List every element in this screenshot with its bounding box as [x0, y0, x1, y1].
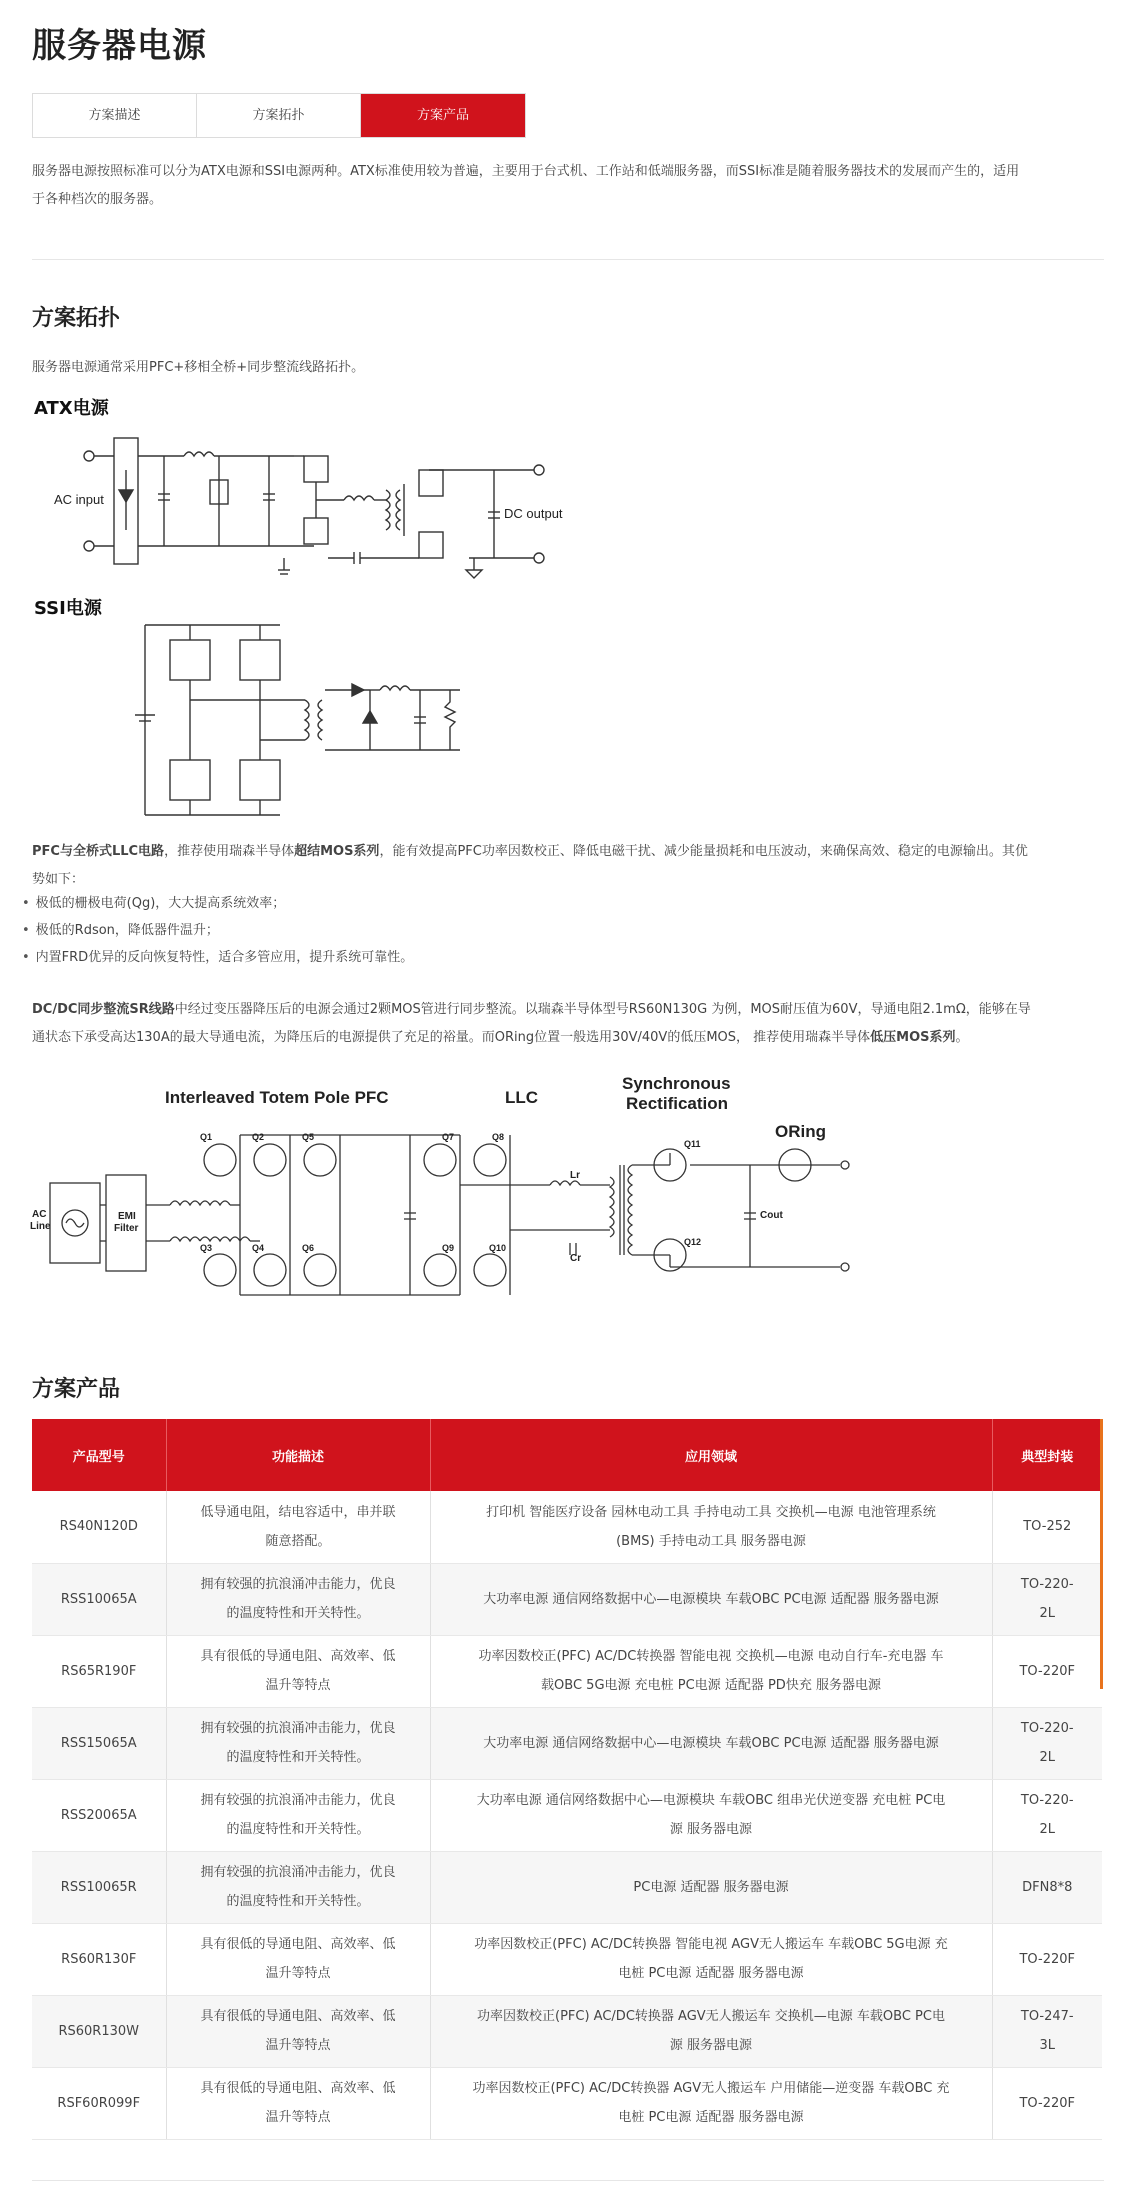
page-title: 服务器电源: [32, 26, 207, 66]
table-row: [32, 1707, 1102, 1779]
product-package: TO-220- 2L: [992, 1563, 1102, 1635]
advantage-list: [22, 890, 413, 971]
product-model: RS65R190F: [32, 1635, 166, 1707]
product-package: TO-220- 2L: [992, 1779, 1102, 1851]
tab-topology[interactable]: 方案拓扑: [197, 94, 361, 137]
products-heading: 方案产品: [32, 1377, 121, 1402]
table-row: [32, 1563, 1102, 1635]
table-row: [32, 2067, 1102, 2139]
pfc-llc-circuit-diagram: [30, 1065, 890, 1305]
label-ac-2: Line: [30, 1221, 51, 1232]
svg-text:Q1: Q1: [200, 1132, 213, 1142]
atx-dc-label: DC output: [504, 506, 563, 521]
intro-line-1: 服务器电源按照标准可以分为ATX电源和SSI电源两种。ATX标准使用较为普遍，主要用于台式机、工作站和低端服务器，而SSI标准是随着服务器技术的发展而产生的，适用: [32, 164, 1020, 179]
svg-text:Q5: Q5: [302, 1132, 315, 1142]
topology-lead: 服务器电源通常采用PFC+移相全桥+同步整流线路拓扑。: [32, 360, 365, 375]
tab-description[interactable]: 方案描述: [33, 94, 197, 137]
atx-ac-label: AC input: [54, 492, 104, 507]
dcdc-line-2: 通状态下承受高达130A的最大导通电流，为降压后的电源提供了充足的裕量。而ORing位置一般选用30V/40V的低压MOS， 推荐使用瑞森半导体: [32, 1030, 871, 1045]
table-row: [32, 1923, 1102, 1995]
svg-text:Q12: Q12: [684, 1237, 702, 1247]
product-package: TO-247- 3L: [992, 1995, 1102, 2067]
product-description: 具有很低的导通电阻、高效率、低 温升等特点: [166, 1995, 430, 2067]
product-description: 具有很低的导通电阻、高效率、低 温升等特点: [166, 1923, 430, 1995]
label-emi-2: Filter: [114, 1223, 139, 1234]
svg-text:Q2: Q2: [252, 1132, 265, 1142]
svg-text:Q8: Q8: [492, 1132, 505, 1142]
table-row: [32, 1779, 1102, 1851]
svg-text:Q3: Q3: [200, 1243, 213, 1253]
pfc-paragraph: [32, 838, 1104, 894]
label-pfc: Interleaved Totem Pole PFC: [165, 1088, 389, 1107]
divider: [32, 259, 1104, 260]
dcdc-bold-2: 低压MOS系列: [870, 1030, 956, 1045]
product-application: 大功率电源 通信网络数据中心—电源模块 车载OBC PC电源 适配器 服务器电源: [430, 1563, 992, 1635]
table-row: [32, 1635, 1102, 1707]
column-header: 产品型号: [32, 1419, 166, 1491]
label-cout: Cout: [760, 1210, 783, 1221]
product-description: 拥有较强的抗浪涌冲击能力，优良 的温度特性和开关特性。: [166, 1779, 430, 1851]
dcdc-bold-1: DC/DC同步整流SR线路: [32, 1002, 175, 1017]
tab-bar: [32, 93, 526, 138]
product-package: TO-252: [992, 1491, 1102, 1563]
product-package: DFN8*8: [992, 1851, 1102, 1923]
product-application: PC电源 适配器 服务器电源: [430, 1851, 992, 1923]
column-header: 应用领域: [430, 1419, 992, 1491]
product-model: RSS10065R: [32, 1851, 166, 1923]
column-header: 典型封装: [992, 1419, 1102, 1491]
table-row: [32, 1995, 1102, 2067]
product-model: RSS10065A: [32, 1563, 166, 1635]
pfc-bold-2: 超结MOS系列: [294, 844, 380, 859]
product-application: 大功率电源 通信网络数据中心—电源模块 车载OBC PC电源 适配器 服务器电源: [430, 1707, 992, 1779]
product-application: 大功率电源 通信网络数据中心—电源模块 车载OBC 组串光伏逆变器 充电桩 PC电 源 服务器电源: [430, 1779, 992, 1851]
atx-circuit-diagram: [34, 420, 594, 580]
table-row: [32, 1851, 1102, 1923]
product-description: 具有很低的导通电阻、高效率、低 温升等特点: [166, 2067, 430, 2139]
label-emi-1: EMI: [118, 1211, 136, 1222]
product-package: TO-220F: [992, 2067, 1102, 2139]
scroll-indicator: [1100, 1419, 1103, 1689]
product-model: RSS15065A: [32, 1707, 166, 1779]
product-model: RS40N120D: [32, 1491, 166, 1563]
product-description: 拥有较强的抗浪涌冲击能力，优良 的温度特性和开关特性。: [166, 1851, 430, 1923]
products-table: [32, 1419, 1102, 2140]
product-package: TO-220F: [992, 1923, 1102, 1995]
atx-title: ATX电源: [34, 398, 109, 419]
product-model: RS60R130F: [32, 1923, 166, 1995]
list-item: • 极低的栅极电荷(Qg)，大大提高系统效率；: [22, 890, 413, 917]
list-item: • 极低的Rdson，降低器件温升；: [22, 917, 413, 944]
label-sync-1: Synchronous: [622, 1074, 731, 1093]
product-description: 拥有较强的抗浪涌冲击能力，优良 的温度特性和开关特性。: [166, 1563, 430, 1635]
product-model: RSF60R099F: [32, 2067, 166, 2139]
label-ac-1: AC: [32, 1209, 47, 1220]
product-description: 拥有较强的抗浪涌冲击能力，优良 的温度特性和开关特性。: [166, 1707, 430, 1779]
dcdc-line-1: 中经过变压器降压后的电源会通过2颗MOS管进行同步整流。以瑞森半导体型号RS60N130G 为例，MOS耐压值为60V，导通电阻2.1mΩ，能够在导: [174, 1002, 1031, 1017]
product-application: 功率因数校正(PFC) AC/DC转换器 AGV无人搬运车 交换机—电源 车载OBC PC电 源 服务器电源: [430, 1995, 992, 2067]
product-package: TO-220- 2L: [992, 1707, 1102, 1779]
label-oring: ORing: [775, 1122, 826, 1141]
dcdc-end: 。: [955, 1030, 969, 1045]
svg-text:Q11: Q11: [684, 1139, 701, 1149]
label-cr: Cr: [570, 1253, 582, 1264]
list-item: • 内置FRD优异的反向恢复特性，适合多管应用，提升系统可靠性。: [22, 944, 413, 971]
product-application: 功率因数校正(PFC) AC/DC转换器 智能电视 AGV无人搬运车 车载OBC 5G电源 充 电桩 PC电源 适配器 服务器电源: [430, 1923, 992, 1995]
product-description: 具有很低的导通电阻、高效率、低 温升等特点: [166, 1635, 430, 1707]
pfc-mid: ，推荐使用瑞森半导体: [164, 844, 295, 859]
table-header-row: [32, 1419, 1102, 1491]
ssi-circuit-diagram: [130, 615, 500, 825]
dcdc-paragraph: [32, 996, 1104, 1052]
product-model: RSS20065A: [32, 1779, 166, 1851]
svg-text:Q10: Q10: [489, 1243, 507, 1253]
svg-text:Q4: Q4: [252, 1243, 265, 1253]
intro-text: [32, 158, 1104, 214]
product-application: 打印机 智能医疗设备 园林电动工具 手持电动工具 交换机—电源 电池管理系统 (BMS) 手持电动工具 服务器电源: [430, 1491, 992, 1563]
ssi-title: SSI电源: [34, 598, 102, 619]
pfc-bold-1: PFC与全桥式LLC电路: [32, 844, 165, 859]
label-llc: LLC: [505, 1088, 539, 1107]
topology-heading: 方案拓扑: [32, 306, 121, 331]
tab-products[interactable]: 方案产品: [361, 94, 525, 137]
column-header: 功能描述: [166, 1419, 430, 1491]
product-model: RS60R130W: [32, 1995, 166, 2067]
svg-text:Q7: Q7: [442, 1132, 455, 1142]
svg-text:Q6: Q6: [302, 1243, 315, 1253]
product-description: 低导通电阻，结电容适中，串并联 随意搭配。: [166, 1491, 430, 1563]
label-lr: Lr: [570, 1170, 580, 1181]
intro-line-2: 于各种档次的服务器。: [32, 192, 163, 207]
bottom-divider: [32, 2180, 1104, 2181]
svg-text:Q9: Q9: [442, 1243, 455, 1253]
product-package: TO-220F: [992, 1635, 1102, 1707]
table-row: [32, 1491, 1102, 1563]
pfc-line-2: 势如下：: [32, 872, 85, 887]
product-application: 功率因数校正(PFC) AC/DC转换器 AGV无人搬运车 户用储能—逆变器 车载OBC 充 电桩 PC电源 适配器 服务器电源: [430, 2067, 992, 2139]
label-sync-2: Rectification: [626, 1094, 729, 1113]
pfc-rest: ，能有效提高PFC功率因数校正、降低电磁干扰、减少能量损耗和电压波动，来确保高效、稳定的电源输出。其优: [379, 844, 1028, 859]
product-application: 功率因数校正(PFC) AC/DC转换器 智能电视 交换机—电源 电动自行车-充电器 车 载OBC 5G电源 充电桩 PC电源 适配器 PD快充 服务器电源: [430, 1635, 992, 1707]
